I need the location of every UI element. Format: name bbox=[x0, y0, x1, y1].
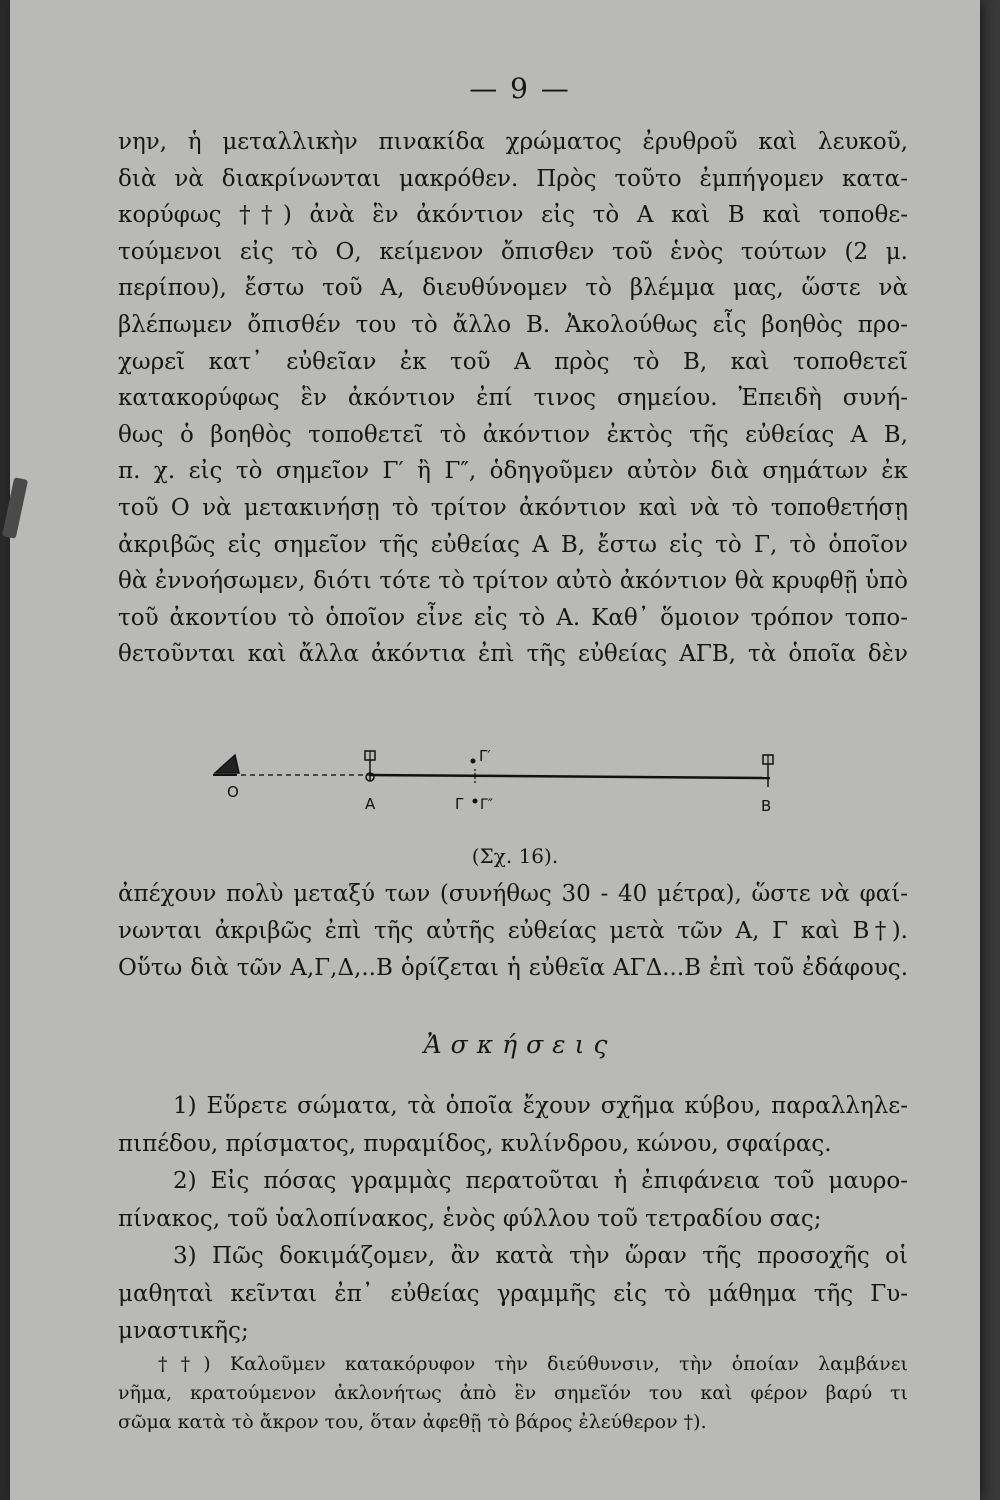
label-o: O bbox=[227, 783, 239, 801]
rod-a bbox=[365, 751, 375, 781]
label-g-prime: Γ′ bbox=[479, 747, 491, 765]
figure-16-diagram bbox=[205, 745, 805, 825]
footnote-line: νῆμα, κρατούμενον ἀκλονήτως ἀπὸ ἓν σημεῖόν του καὶ φέρον βαρύ τι bbox=[118, 1382, 908, 1404]
paragraph-2 bbox=[118, 876, 908, 987]
text-line: χωρεῖ κατ᾽ εὐθεῖαν ἐκ τοῦ Α πρὸς τὸ Β, καὶ τοποθετεῖ bbox=[118, 348, 908, 375]
text-line: π. χ. εἰς τὸ σημεῖον Γ′ ἢ Γ″, ὁδηγοῦμεν αὐτὸν διὰ σημάτων ἐκ bbox=[118, 458, 908, 485]
exercises-heading: Ἀσκήσεις bbox=[423, 1030, 617, 1059]
footnote-line: ††) Καλοῦμεν κατακόρυφον τὴν διεύθυνσιν, τὴν ὁποίαν λαμβάνει bbox=[158, 1353, 908, 1375]
label-g: Γ bbox=[455, 795, 464, 813]
exercise-3-line: μαθηταὶ κεῖνται ἐπ᾽ εὐθείας γραμμῆς εἰς τὸ μάθημα τῆς Γυ- bbox=[118, 1280, 908, 1307]
page-number: — 9 — bbox=[469, 72, 571, 105]
figure-caption: (Σχ. 16). bbox=[471, 844, 559, 868]
text-line: νην, ἡ μεταλλικὴν πινακίδα χρώματος ἐρυθροῦ καὶ λευκοῦ, bbox=[118, 129, 908, 155]
text-line: Οὕτω διὰ τῶν Α,Γ,Δ,..Β ὁρίζεται ἡ εὐθεῖα ΑΓΔ...Β ἐπὶ τοῦ ἐδάφους. bbox=[118, 955, 908, 981]
text-line: ἀπέχουν πολὺ μεταξύ των (συνήθως 30 - 40 μέτρα), ὥστε νὰ φαί- bbox=[118, 881, 908, 907]
footnote-line: σῶμα κατὰ τὸ ἄκρον του, ὅταν ἀφεθῇ τὸ βάρος ἐλεύθερον †). bbox=[118, 1411, 707, 1433]
exercise-1-line: 1) Εὕρετε σώματα, τὰ ὁποῖα ἔχουν σχῆμα κύβου, παραλληλε- bbox=[173, 1093, 908, 1119]
rod-b bbox=[763, 755, 773, 787]
text-line: θως ὁ βοηθὸς τοποθετεῖ τὸ ἀκόντιον ἐκτὸς τῆς εὐθείας Α Β, bbox=[118, 421, 908, 448]
text-line: τοῦ Ο νὰ μετακινήσῃ τὸ τρίτον ἀκόντιον καὶ νὰ τὸ τοποθετήσῃ bbox=[118, 494, 908, 521]
text-line: διὰ νὰ διακρίνωνται μακρόθεν. Πρὸς τοῦτο ἐμπήγομεν κατα- bbox=[118, 165, 908, 192]
label-a: A bbox=[365, 795, 376, 813]
text-line: βλέπωμεν ὄπισθέν του τὸ ἄλλο Β. Ἀκολούθως εἷς βοηθὸς προ- bbox=[118, 311, 908, 338]
exercise-2-line: 2) Εἰς πόσας γραμμὰς περατοῦται ἡ ἐπιφάνεια τοῦ μαυρο- bbox=[173, 1168, 908, 1194]
text-line: θὰ ἐννοήσωμεν, διότι τότε τὸ τρίτον αὐτὸ ἀκόντιον θὰ κρυφθῇ ὑπὸ bbox=[118, 568, 908, 595]
paragraph-1 bbox=[118, 124, 908, 673]
text-line: κατακορύφως ἓν ἀκόντιον ἐπί τινος σημείου. Ἐπειδὴ συνή- bbox=[118, 385, 908, 412]
text-line: θετοῦνται καὶ ἄλλα ἀκόντια ἐπὶ τῆς εὐθείας ΑΓΒ, τὰ ὁποῖα δὲν bbox=[118, 641, 908, 668]
straight-line-ab bbox=[370, 775, 770, 778]
exercise-2-line: πίνακος, τοῦ ὑαλοπίνακος, ἑνὸς φύλλου τοῦ τετραδίου σας; bbox=[118, 1205, 822, 1232]
scan-edge bbox=[0, 0, 10, 1500]
text-line: κορύφως ††) ἀνὰ ἓν ἀκόντιον εἰς τὸ Α καὶ Β καὶ τοποθε- bbox=[118, 202, 908, 229]
footnote bbox=[118, 1350, 908, 1437]
label-g-double-prime: Γ″ bbox=[480, 797, 494, 813]
eye-icon bbox=[213, 755, 239, 775]
point-g-prime bbox=[471, 759, 476, 764]
exercises-list bbox=[118, 1088, 908, 1351]
text-line: τούμενοι εἰς τὸ Ο, κείμενον ὄπισθεν τοῦ ἑνὸς τούτων (2 μ. bbox=[118, 238, 908, 265]
exercise-1-line: πιπέδου, πρίσματος, πυραμίδος, κυλίνδρου, κώνου, σφαίρας. bbox=[118, 1130, 832, 1157]
text-line: ἀκριβῶς εἰς σημεῖον τῆς εὐθείας Α Β, ἔστω εἰς τὸ Γ, τὸ ὁποῖον bbox=[118, 531, 908, 558]
exercise-3-line: μναστικῆς; bbox=[118, 1318, 249, 1344]
exercise-3-line: 3) Πῶς δοκιμάζομεν, ἂν κατὰ τὴν ὥραν τῆς προσοχῆς οἱ bbox=[173, 1243, 908, 1269]
point-g-double-prime bbox=[473, 799, 478, 804]
text-line: περίπου), ἔστω τοῦ Α, διευθύνομεν τὸ βλέμμα μας, ὥστε νὰ bbox=[118, 275, 908, 302]
label-b: B bbox=[761, 797, 772, 815]
text-line: τοῦ ἀκοντίου τὸ ὁποῖον εἶνε εἰς τὸ Α. Καθ᾽ ὅμοιον τρόπον τοπο- bbox=[118, 604, 908, 631]
text-line: νωνται ἀκριβῶς ἐπὶ τῆς αὐτῆς εὐθείας μετὰ τῶν Α, Γ καὶ Β†). bbox=[118, 918, 908, 944]
